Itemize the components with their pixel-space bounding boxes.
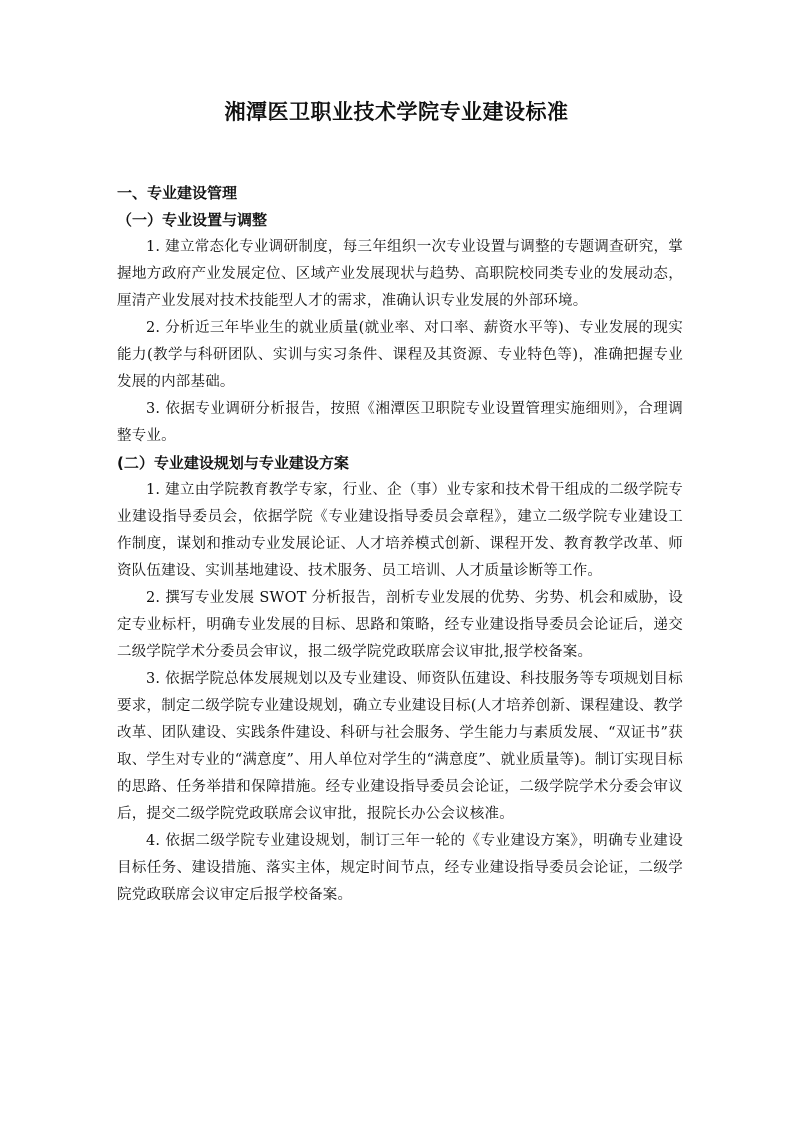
paragraph: 2. 分析近三年毕业生的就业质量(就业率、对口率、薪资水平等)、专业发展的现实能力(教学与科研团队、实训与实习条件、课程及其资源、专业特色等)，准确把握专业发展的内部基础。: [117, 320, 683, 390]
paragraph: 3. 依据学院总体发展规划以及专业建设、师资队伍建设、科技服务等专项规划目标要求，制定二级学院专业建设规划，确立专业建设目标(人才培养创新、课程建设、教学改革、团队建设、实践条件建设、科研与社会服务、学生能力与素质发展、“双证书”获取、学生对专业的“满意度”、用人单位对学生的“满意度”、就业质量等)。制订实现目标的思路、任务举措和保障措施。经专业建设指导委员会论证，二级学院学术分委会审议后，提交二级学院党政联席会议审批，报院长办公会议核准。: [117, 671, 683, 822]
section-heading-1: 一、专业建设管理: [117, 184, 238, 202]
subsection-heading-2: (二）专业建设规划与专业建设方案: [117, 454, 349, 472]
paragraph: 4. 依据二级学院专业建设规划，制订三年一轮的《专业建设方案》，明确专业建设目标任务、建设措施、落实主体，规定时间节点，经专业建设指导委员会论证，二级学院党政联席会议审定后报学校备案。: [117, 833, 683, 903]
document-body: [117, 180, 683, 909]
paragraph: 2. 撰写专业发展 SWOT 分析报告，剖析专业发展的优势、劣势、机会和威胁，设定专业标杆，明确专业发展的目标、思路和策略，经专业建设指导委员会论证后，递交二级学院学术分委员会审议，报二级学院党政联席会议审批,报学校备案。: [117, 590, 683, 660]
paragraph: 1. 建立由学院教育教学专家，行业、企（事）业专家和技术骨干组成的二级学院专业建设指导委员会，依据学院《专业建设指导委员会章程》，建立二级学院专业建设工作制度，谋划和推动专业发展论证、人才培养模式创新、课程开发、教育教学改革、师资队伍建设、实训基地建设、技术服务、员工培训、人才质量诊断等工作。: [117, 482, 683, 579]
paragraph: 3. 依据专业调研分析报告，按照《湘潭医卫职院专业设置管理实施细则》，合理调整专业。: [117, 401, 683, 444]
paragraph: 1. 建立常态化专业调研制度，每三年组织一次专业设置与调整的专题调查研究，掌握地方政府产业发展定位、区域产业发展现状与趋势、高职院校同类专业的发展动态，厘清产业发展对技术技能型人才的需求，准确认识专业发展的外部环境。: [117, 239, 683, 309]
document-title: 湘潭医卫职业技术学院专业建设标准: [224, 100, 569, 124]
subsection-heading-1: （一）专业设置与调整: [117, 211, 268, 229]
